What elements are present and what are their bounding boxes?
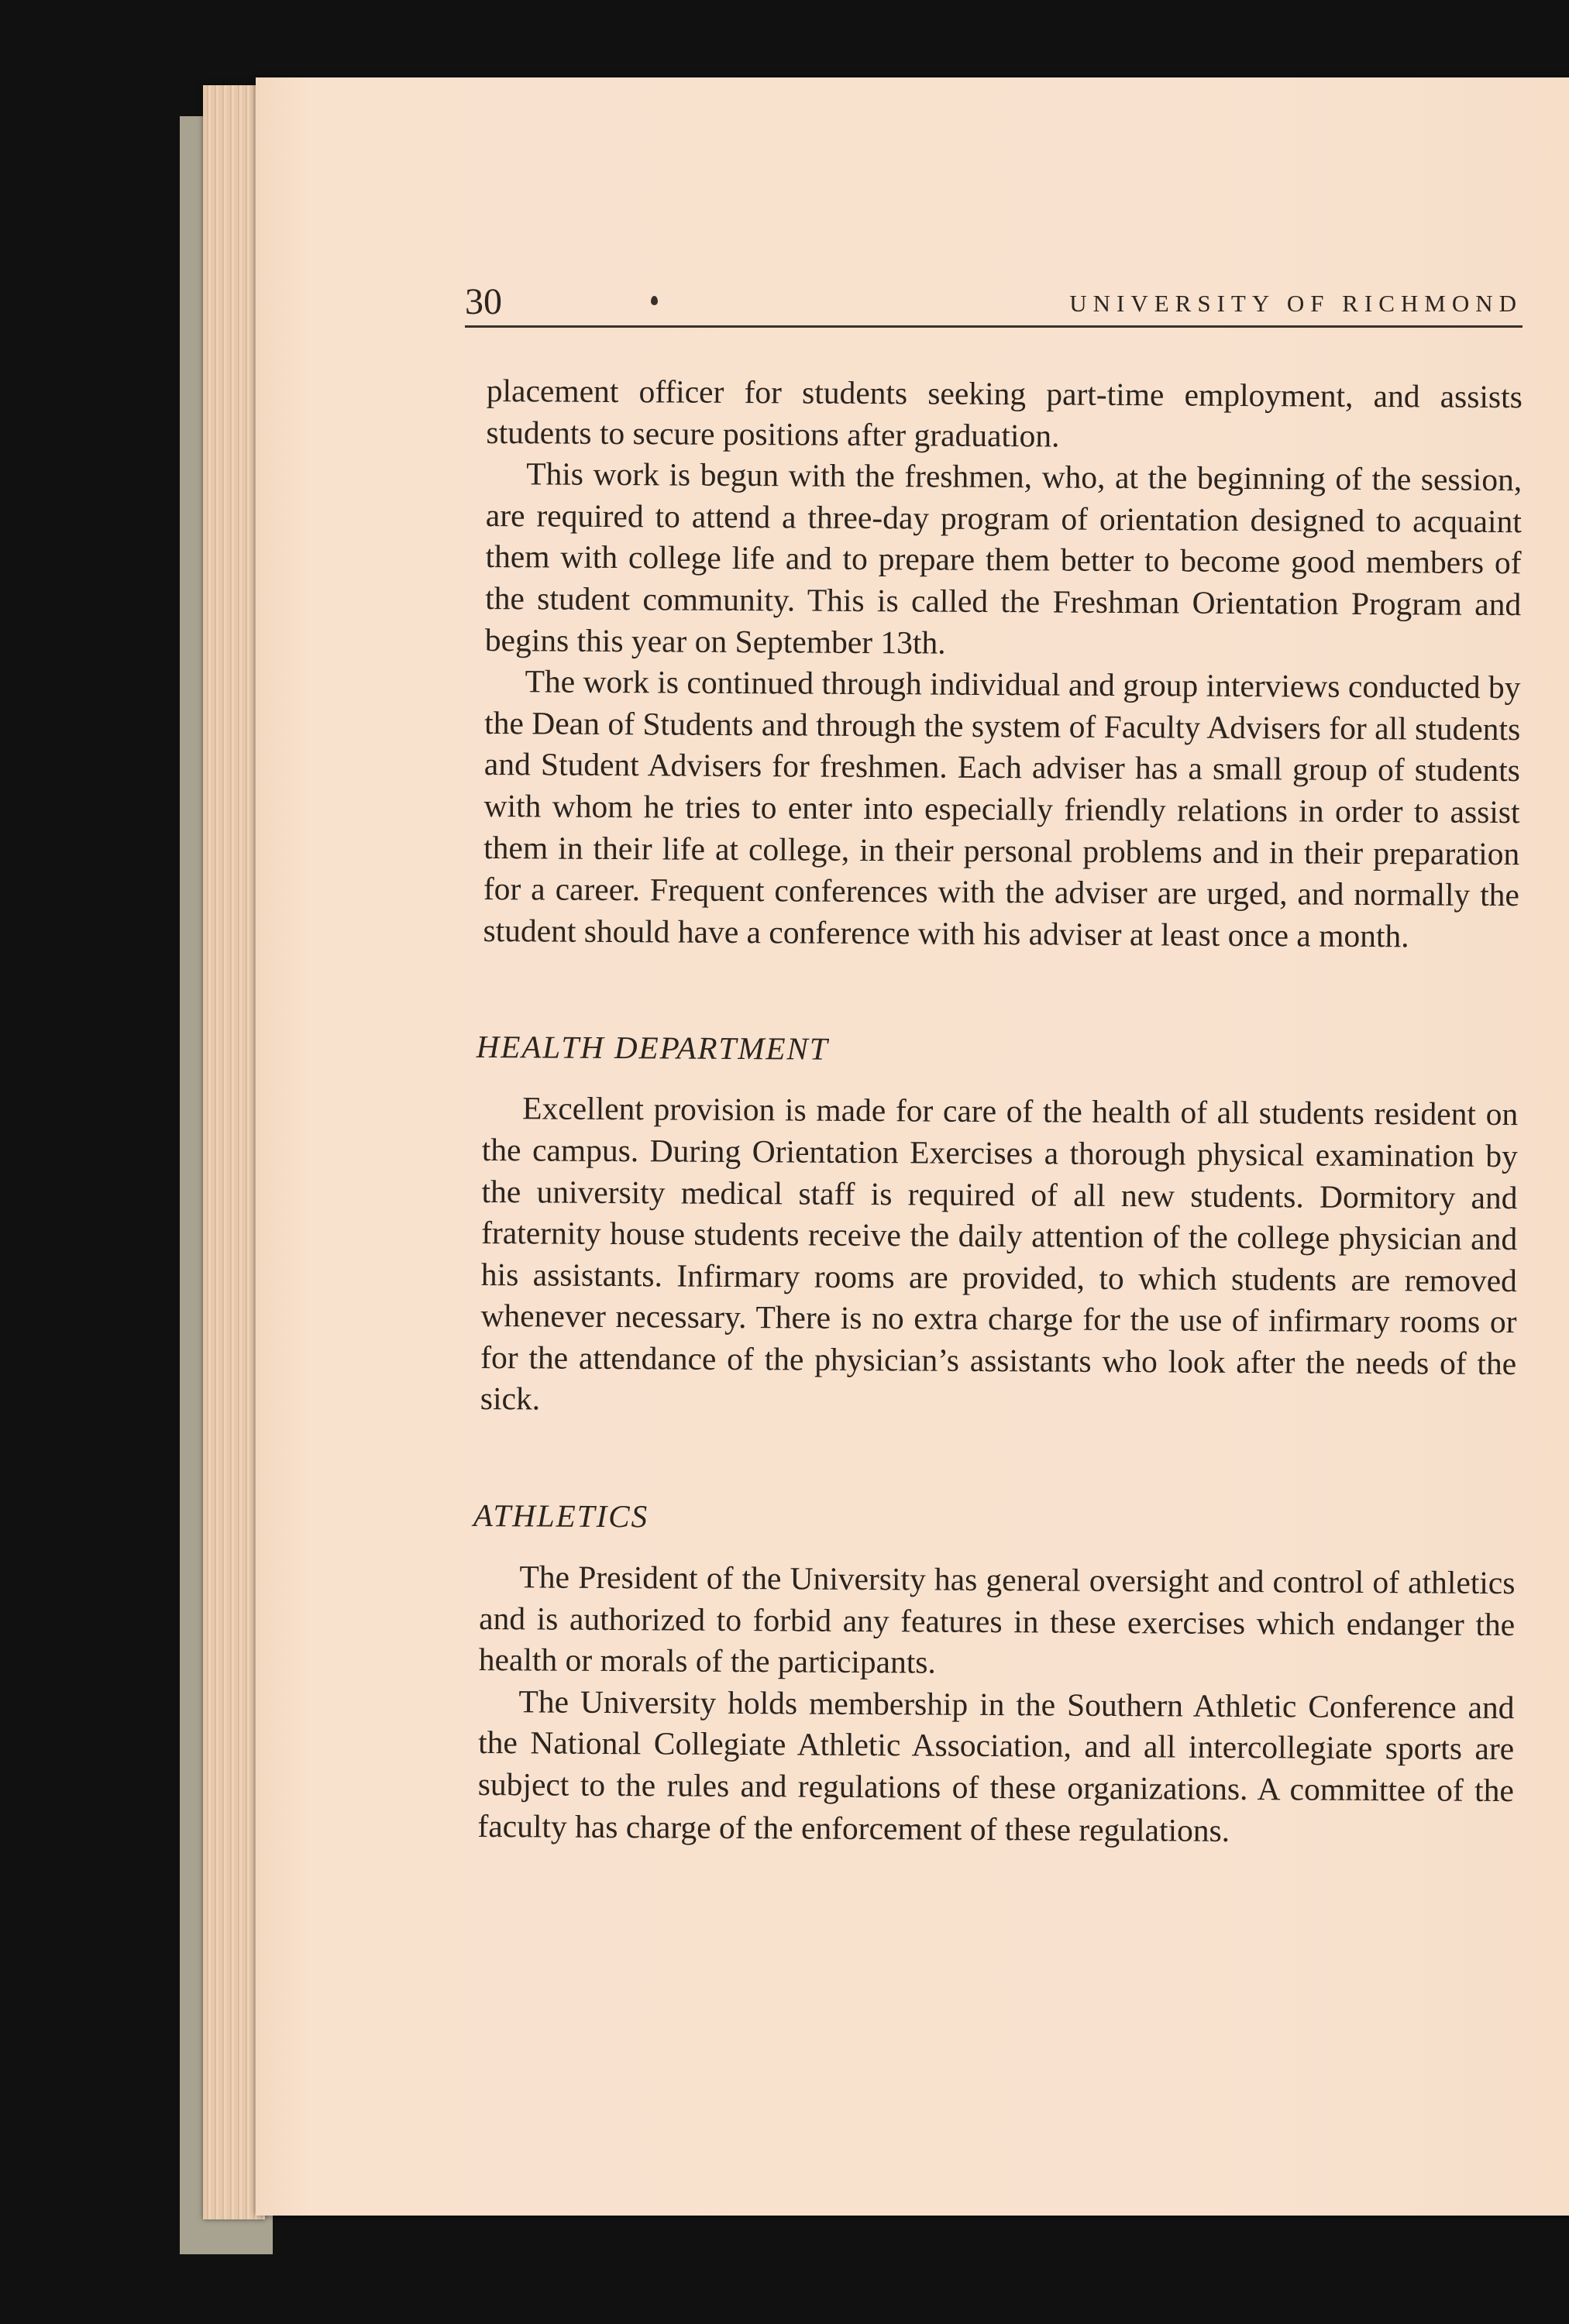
paragraph-athletics-oversight: The President of the University has general oversight and control of athletics and is authorized to forbid any features in these exercises which endanger the health or morals of the participants. <box>478 1559 1516 1680</box>
heading-health-department: HEALTH DEPARTMENT <box>476 1029 829 1067</box>
heading-athletics: ATHLETICS <box>473 1497 649 1535</box>
paragraph-athletics-membership: The University holds membership in the Southern Athletic Conference and the National Collegiate Athletic Association, and all intercollegiate sports are subject to the rules and regulations of these organizations. A committee of the faculty has charge of the enforcement of these regulations. <box>477 1683 1515 1848</box>
page-number: 30 <box>465 281 502 322</box>
running-title: UNIVERSITY OF RICHMOND <box>1069 290 1523 317</box>
paragraph-health: Excellent provision is made for care of the health of all students resident on the campus. During Orientation Exercises a thorough physical examination by the university medical staff is required of all new students. Dormitory and fraternity house students receive the daily attention of the college physician and his assistants. Infirmary rooms are provided, to which students are removed whenever necessary. There is no extra charge for the use of infirmary rooms or for the attendance of the physician’s assistants who look after the needs of the sick. <box>480 1090 1519 1417</box>
ornament-icon <box>651 296 658 305</box>
paragraph-orientation: This work is begun with the freshmen, who, at the beginning of the session, are required to attend a three-day program of orientation designed to acquaint them with college life and to prepare them better to become good members of the student community. This is called the Freshman Orientation Program and begins this year on September 13th. <box>484 456 1523 661</box>
book-page <box>256 77 1569 2216</box>
paragraph-continued: placement officer for students seeking part-time employment, and assists students to secure positions after graduation. <box>486 372 1523 454</box>
paragraph-advisers: The work is continued through individual and group interviews conducted by the Dean of Students and through the system of Faculty Advisers for all students and Student Advisers for freshmen. Each adviser has a small group of students with whom he tries to enter into especially friendly relations in order to assist them in their life at college, in their personal problems and in their preparation for a career. Frequent conferences with the adviser are urged, and normally the student should have a conference with his adviser at least once a month. <box>483 663 1521 954</box>
header-rule <box>465 325 1523 328</box>
running-header <box>465 281 1523 322</box>
body-text <box>473 370 1523 1853</box>
